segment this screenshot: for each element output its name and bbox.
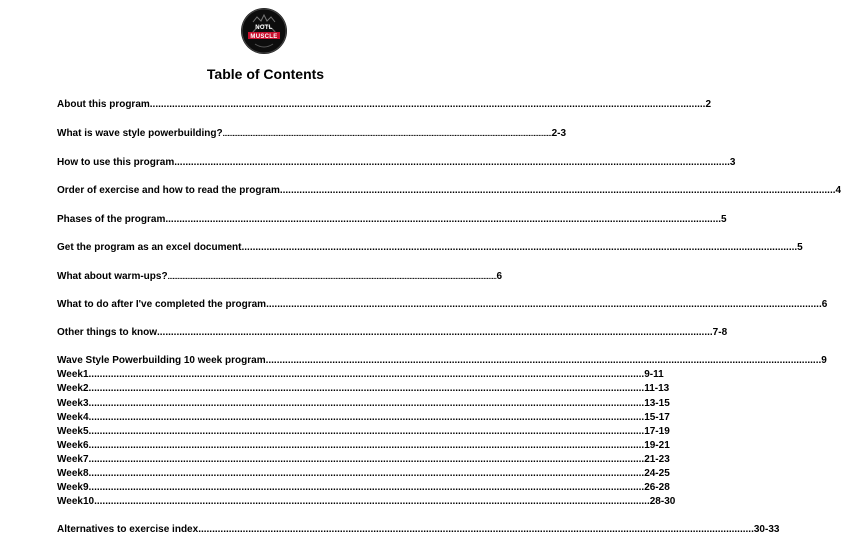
toc-entry-label: Get the program as an excel document xyxy=(57,242,242,253)
toc-entry-label: What about warm-ups? xyxy=(57,271,168,282)
toc-entry[interactable] xyxy=(57,326,728,340)
toc-entry[interactable] xyxy=(57,368,664,382)
toc-entry-label: What to do after I've completed the program xyxy=(57,299,267,310)
toc-entry-label: Week6 xyxy=(57,440,89,451)
toc-entry[interactable] xyxy=(57,481,670,495)
toc-dot-leader: ........................................................................................................................................................................................................ xyxy=(198,524,754,535)
toc-entry-page: 6 xyxy=(821,299,828,310)
toc-dot-leader: ........................................................................................................................................................................................................ xyxy=(88,398,645,409)
toc-dot-leader: ........................................................................................................................................................................................................ xyxy=(279,185,836,196)
toc-entry-page: 28-30 xyxy=(649,496,676,507)
toc-entry[interactable] xyxy=(57,354,827,368)
toc-entry-page: 5 xyxy=(721,214,727,225)
toc-dot-leader: ........................................................................................................................................................................................................ xyxy=(222,131,552,138)
toc-entry-page: 26-28 xyxy=(644,482,670,493)
toc-dot-leader: ........................................................................................................................................................................................................ xyxy=(165,214,722,225)
toc-entry-label: Alternatives to exercise index xyxy=(57,524,199,535)
toc-dot-leader: ........................................................................................................................................................................................................ xyxy=(157,327,713,338)
toc-entry-page: 5 xyxy=(797,242,803,253)
toc-entry-page: 9 xyxy=(821,355,827,366)
toc-entry-label: Wave Style Powerbuilding 10 week program xyxy=(57,355,266,366)
toc-entry[interactable] xyxy=(57,156,736,170)
toc-entry[interactable] xyxy=(57,213,727,227)
toc-entry-label: Week9 xyxy=(57,482,89,493)
toc-dot-leader: ........................................................................................................................................................................................................ xyxy=(88,482,645,493)
toc-entry-page: 7-8 xyxy=(712,327,728,338)
toc-entry-page: 13-15 xyxy=(644,398,670,409)
toc-dot-leader: ........................................................................................................................................................................................................ xyxy=(88,383,645,394)
toc-entry-label: Order of exercise and how to read the program xyxy=(57,185,280,196)
toc-entry-page: 15-17 xyxy=(644,412,670,423)
toc-entry-page: 19-21 xyxy=(644,440,670,451)
toc-entry[interactable] xyxy=(57,270,503,284)
toc-entry[interactable] xyxy=(57,382,670,396)
toc-entry-page: 3 xyxy=(729,157,736,168)
toc-dot-leader: ........................................................................................................................................................................................................ xyxy=(174,157,730,168)
toc-dot-leader: ........................................................................................................................................................................................................ xyxy=(265,355,822,366)
toc-entry-page: 2 xyxy=(705,99,712,110)
toc-dot-leader: ........................................................................................................................................................................................................ xyxy=(88,426,645,437)
toc-entry[interactable] xyxy=(57,467,670,481)
toc-dot-leader: ........................................................................................................................................................................................................ xyxy=(149,99,706,110)
toc-dot-leader: ........................................................................................................................................................................................................ xyxy=(94,496,650,507)
toc-entry-page: 17-19 xyxy=(644,426,670,437)
toc-entry[interactable] xyxy=(57,439,670,453)
toc-entry-label: Week4 xyxy=(57,412,89,423)
logo-text-notl: NOTL xyxy=(255,25,273,31)
toc-dot-leader: ........................................................................................................................................................................................................ xyxy=(88,440,645,451)
toc-entry-page: 6 xyxy=(496,271,503,282)
toc-entry-label: Week7 xyxy=(57,454,89,465)
toc-entry-label: How to use this program xyxy=(57,157,175,168)
notl-muscle-logo xyxy=(241,8,287,54)
toc-entry[interactable] xyxy=(57,411,670,425)
toc-entry-label: Phases of the program xyxy=(57,214,166,225)
toc-entry-label: Week10 xyxy=(57,496,95,507)
toc-entry-page: 9-11 xyxy=(644,369,664,380)
toc-entry-label: Week5 xyxy=(57,426,89,437)
toc-entry-label: About this program xyxy=(57,99,150,110)
toc-entry[interactable] xyxy=(57,495,676,509)
toc-entry-page: 2-3 xyxy=(551,128,567,139)
toc-entry-label: What is wave style powerbuilding? xyxy=(57,128,223,139)
page-title: Table of Contents xyxy=(206,66,325,82)
toc-entry-page: 21-23 xyxy=(644,454,670,465)
toc-dot-leader: ........................................................................................................................................................................................................ xyxy=(88,454,645,465)
toc-entry[interactable] xyxy=(57,184,841,198)
toc-entry[interactable] xyxy=(57,241,803,255)
toc-entry-label: Week2 xyxy=(57,383,89,394)
toc-entry-page: 11-13 xyxy=(644,383,670,394)
toc-entry-page: 24-25 xyxy=(644,468,670,479)
toc-entry[interactable] xyxy=(57,453,670,467)
toc-dot-leader: ........................................................................................................................................................................................................ xyxy=(88,412,645,423)
toc-dot-leader: ........................................................................................................................................................................................................ xyxy=(241,242,798,253)
toc-dot-leader: ........................................................................................................................................................................................................ xyxy=(266,299,822,310)
toc-entry[interactable] xyxy=(57,127,567,141)
toc-entry-page: 30-33 xyxy=(753,524,780,535)
toc-dot-leader: ........................................................................................................................................................................................................ xyxy=(167,274,497,281)
toc-dot-leader: ........................................................................................................................................................................................................ xyxy=(88,468,645,479)
toc-entry-label: Other things to know xyxy=(57,327,157,338)
toc-dot-leader: ........................................................................................................................................................................................................ xyxy=(88,369,645,380)
toc-entry-label: Week1 xyxy=(57,369,89,380)
toc-entry-label: Week8 xyxy=(57,468,89,479)
toc-entry[interactable] xyxy=(57,397,670,411)
logo-emblem-icon xyxy=(241,8,287,54)
toc-entry-label: Week3 xyxy=(57,398,89,409)
logo-text-muscle: MUSCLE xyxy=(250,34,278,40)
toc-entry[interactable] xyxy=(57,425,670,439)
toc-entry[interactable] xyxy=(57,98,712,112)
toc-entry-page: 4 xyxy=(835,185,841,196)
toc-entry[interactable] xyxy=(57,523,780,537)
toc-entry[interactable] xyxy=(57,298,828,312)
